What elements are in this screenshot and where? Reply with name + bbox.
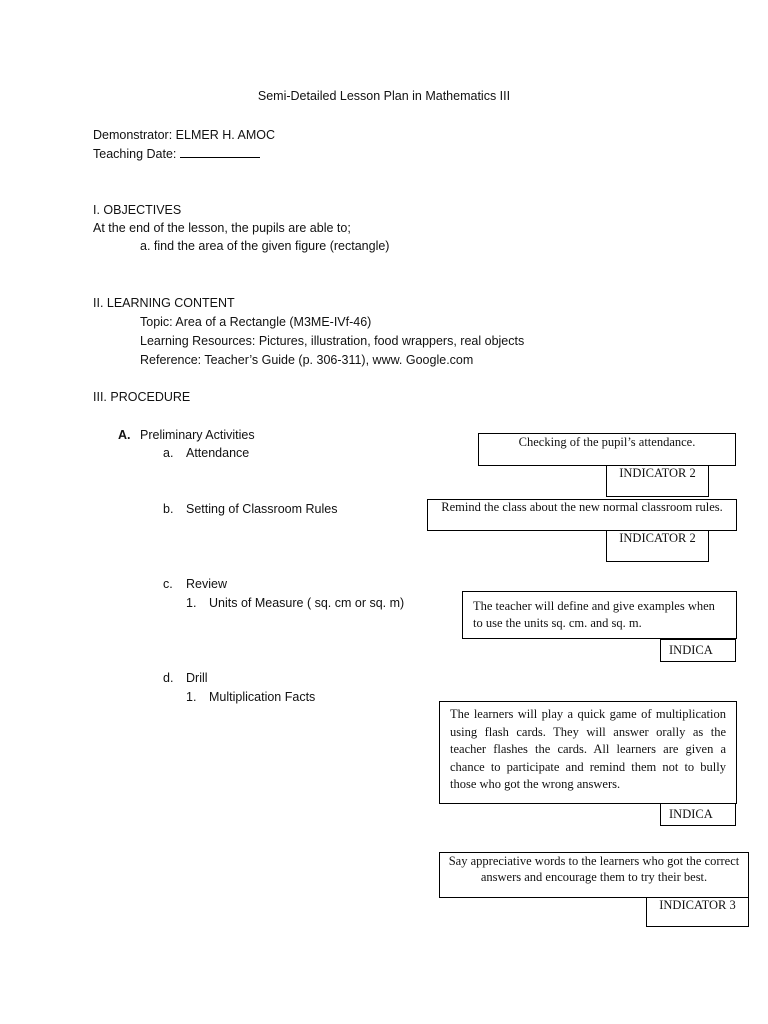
item-b-marker: b. (163, 502, 174, 516)
procedure-heading: III. PROCEDURE (93, 390, 191, 404)
review-1-marker: 1. (186, 596, 197, 610)
praise-note-box: Say appreciative words to the learners who got the correct answers and encourage them to try their best. (439, 852, 749, 898)
item-attendance: Attendance (186, 446, 250, 460)
review-note-box: The teacher will define and give examples when to use the units sq. cm. and sq. m. (462, 591, 737, 639)
attendance-indicator-box: INDICATOR 2 (606, 465, 709, 497)
resources-line: Learning Resources: Pictures, illustration, food wrappers, real objects (140, 334, 525, 348)
learning-content-heading: II. LEARNING CONTENT (93, 296, 235, 310)
topic-line: Topic: Area of a Rectangle (M3ME-IVf-46) (140, 315, 372, 329)
item-drill: Drill (186, 671, 208, 685)
teaching-date-blank (180, 145, 260, 158)
teaching-date-line (93, 145, 260, 162)
item-review: Review (186, 577, 227, 591)
objectives-intro: At the end of the lesson, the pupils are able to; (93, 221, 351, 235)
drill-indicator-box: INDICA (660, 803, 736, 826)
review-indicator-box: INDICA (660, 639, 736, 662)
section-a-marker: A. (118, 428, 131, 442)
page-title: Semi-Detailed Lesson Plan in Mathematics III (257, 89, 511, 103)
item-d-marker: d. (163, 671, 174, 685)
drill-multiplication-facts: Multiplication Facts (209, 690, 316, 704)
attendance-note-box: Checking of the pupil’s attendance. (478, 433, 736, 466)
item-a-marker: a. (163, 446, 174, 460)
reference-line: Reference: Teacher’s Guide (p. 306-311), www. Google.com (140, 353, 474, 367)
teaching-date-label: Teaching Date: (93, 147, 177, 161)
review-units-of-measure: Units of Measure ( sq. cm or sq. m) (209, 596, 405, 610)
item-c-marker: c. (163, 577, 173, 591)
drill-note-box: The learners will play a quick game of multiplication using flash cards. They will answer orally as the teacher flashes the cards. All learners are given a chance to participate and remind them not to bully those who got the wrong answers. (439, 701, 737, 804)
drill-1-marker: 1. (186, 690, 197, 704)
objective-a: a. find the area of the given figure (rectangle) (140, 239, 390, 253)
item-classroom-rules: Setting of Classroom Rules (186, 502, 338, 516)
objectives-heading: I. OBJECTIVES (93, 203, 182, 217)
section-a-label: Preliminary Activities (140, 428, 255, 442)
praise-indicator-box: INDICATOR 3 (646, 897, 749, 927)
demonstrator-line: Demonstrator: ELMER H. AMOC (93, 128, 275, 142)
rules-note-box: Remind the class about the new normal classroom rules. (427, 499, 737, 531)
rules-indicator-box: INDICATOR 2 (606, 530, 709, 562)
